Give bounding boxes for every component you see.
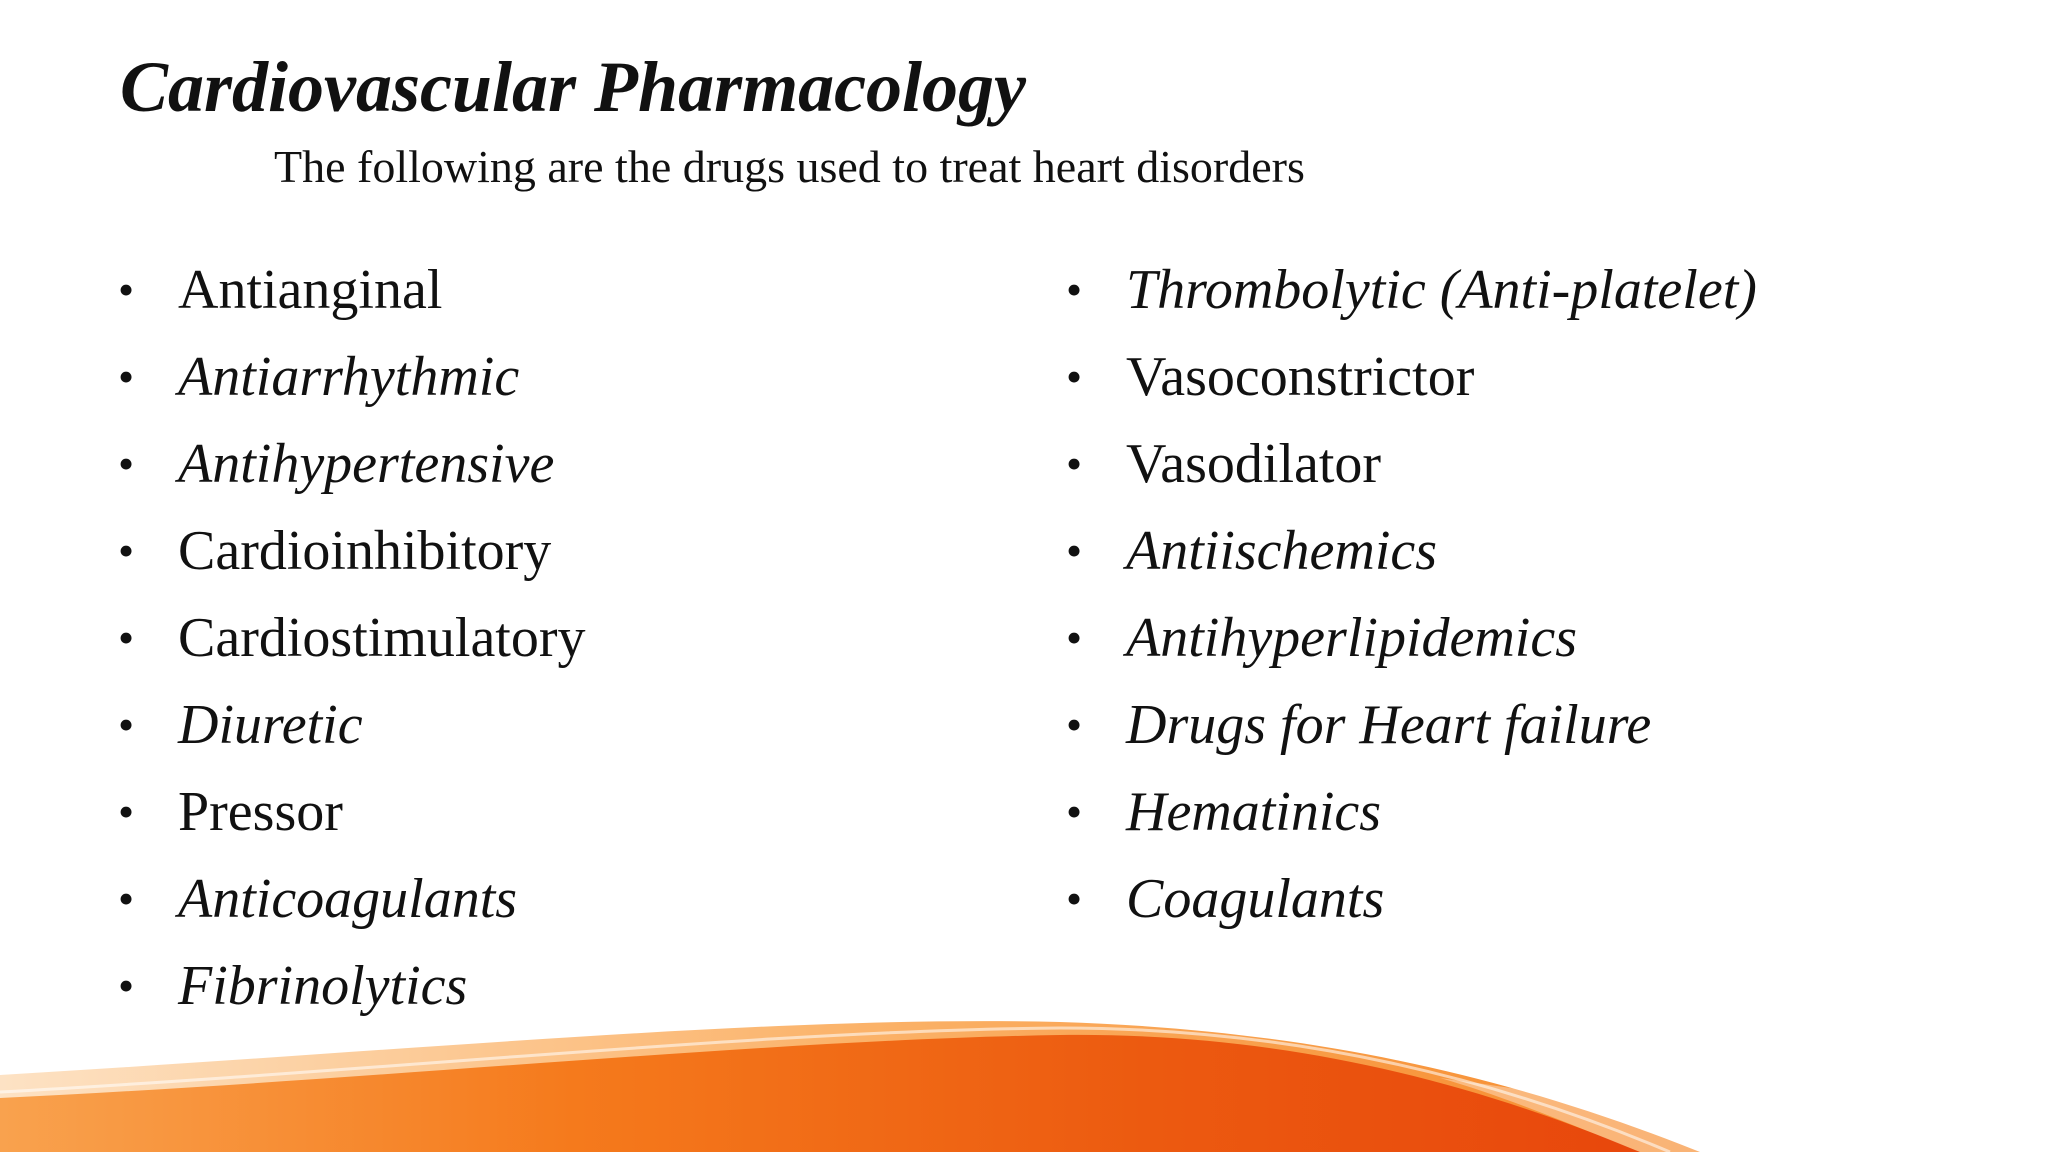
bullet-dot-icon: • (1066, 699, 1083, 750)
bullet-item-label: Anticoagulants (178, 867, 518, 930)
bullet-item-label: Coagulants (1126, 867, 1385, 930)
right-bullet-list (1066, 246, 1757, 942)
bullet-item-label: Antiischemics (1126, 519, 1438, 582)
bullet-dot-icon: • (1066, 612, 1083, 663)
bullet-dot-icon: • (118, 264, 135, 315)
slide-subtitle: The following are the drugs used to treat heart disorders (274, 141, 1305, 192)
bullet-item (118, 681, 586, 768)
bullet-dot-icon: • (118, 786, 135, 837)
bullet-item (118, 768, 586, 855)
bullet-dot-icon: • (1066, 438, 1083, 489)
bullet-item-label: Antiarrhythmic (178, 345, 520, 408)
wave-main-band (0, 1035, 1640, 1152)
bullet-item (118, 855, 586, 942)
bullet-dot-icon: • (118, 873, 135, 924)
bullet-dot-icon: • (118, 351, 135, 402)
bullet-dot-icon: • (1066, 264, 1083, 315)
bullet-item (1066, 594, 1757, 681)
bullet-item (118, 942, 586, 1029)
bullet-item (1066, 855, 1757, 942)
bullet-item-label: Cardiostimulatory (178, 606, 586, 669)
bullet-item (1066, 681, 1757, 768)
bullet-dot-icon: • (1066, 525, 1083, 576)
bullet-item-label: Cardioinhibitory (178, 519, 552, 582)
bullet-item (118, 420, 586, 507)
bullet-item-label: Antihypertensive (178, 432, 555, 495)
left-bullet-list (118, 246, 586, 1029)
bullet-dot-icon: • (1066, 786, 1083, 837)
bullet-item (118, 594, 586, 681)
bullet-dot-icon: • (118, 525, 135, 576)
bullet-dot-icon: • (1066, 873, 1083, 924)
bullet-item (118, 246, 586, 333)
bullet-dot-icon: • (1066, 351, 1083, 402)
bullet-dot-icon: • (118, 612, 135, 663)
bullet-item (1066, 246, 1757, 333)
bullet-item-label: Antianginal (178, 258, 443, 321)
bullet-item-label: Diuretic (178, 693, 363, 756)
bullet-item-label: Drugs for Heart failure (1126, 693, 1652, 756)
bullet-item (1066, 333, 1757, 420)
bullet-item-label: Vasoconstrictor (1126, 345, 1475, 408)
bullet-item (118, 333, 586, 420)
bullet-item-label: Hematinics (1126, 780, 1382, 843)
bullet-item-label: Pressor (178, 780, 343, 843)
bullet-item-label: Thrombolytic (Anti-platelet) (1126, 258, 1757, 321)
bullet-dot-icon: • (118, 699, 135, 750)
slide-title: Cardiovascular Pharmacology (120, 47, 1027, 127)
bullet-item (118, 507, 586, 594)
bullet-item-label: Vasodilator (1126, 432, 1382, 495)
bullet-dot-icon: • (118, 960, 135, 1011)
bullet-item-label: Antihyperlipidemics (1126, 606, 1578, 669)
bullet-item (1066, 420, 1757, 507)
bullet-dot-icon: • (118, 438, 135, 489)
bullet-item-label: Fibrinolytics (178, 954, 468, 1017)
bullet-item (1066, 507, 1757, 594)
bullet-item (1066, 768, 1757, 855)
